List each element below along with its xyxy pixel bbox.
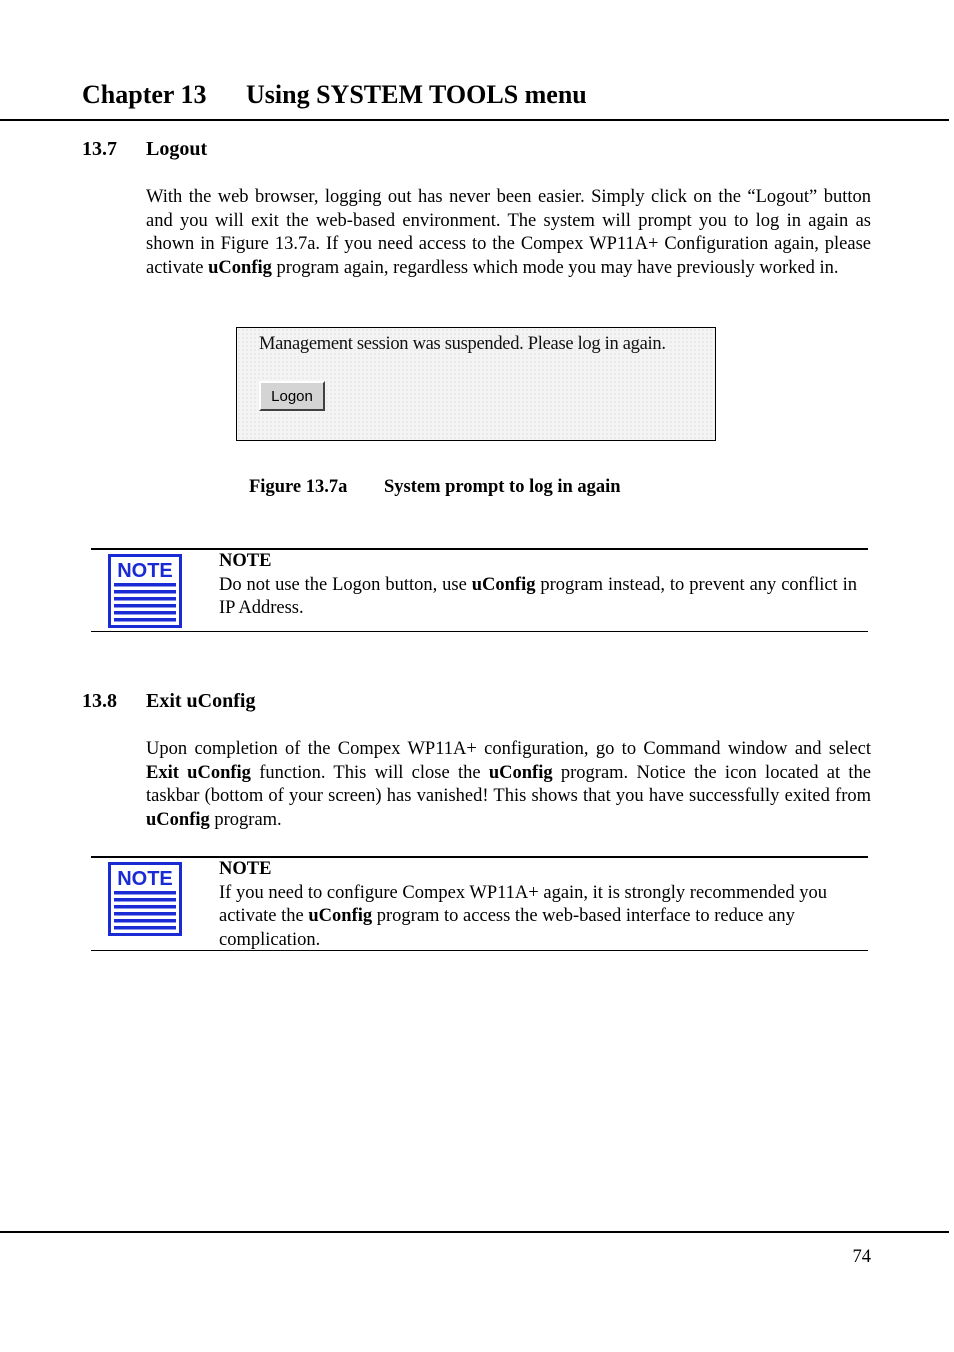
figure-caption: [249, 477, 621, 498]
chapter-heading: [82, 80, 587, 110]
section-number: 13.8: [82, 690, 117, 712]
figure-number: Figure 13.7a: [249, 477, 348, 497]
svg-text:NOTE: NOTE: [117, 868, 173, 890]
note1-text: Do not use the Logon button, use uConfig program instead, to prevent any conflict in IP Address.: [219, 574, 857, 618]
note1-body: [219, 550, 857, 621]
note-icon: [108, 862, 182, 936]
login-prompt-screenshot: [236, 327, 716, 441]
section-title: Logout: [146, 138, 208, 160]
note1-title: NOTE: [219, 551, 272, 571]
footer-divider: [0, 1231, 949, 1233]
note1-bottom-rule: [91, 631, 868, 632]
note-icon: [108, 554, 182, 628]
svg-text:NOTE: NOTE: [117, 560, 173, 582]
section-heading-exit: [82, 690, 255, 713]
note2-body: [219, 858, 857, 952]
chapter-title: Using SYSTEM TOOLS menu: [246, 80, 587, 109]
chapter-number: Chapter 13: [82, 80, 207, 109]
logout-paragraph: With the web browser, logging out has never been easier. Simply click on the “Logout” button and you will exit the web-based environment. The system will prompt you to log in again as shown in Figure 13.7a. If you need access to the Compex WP11A+ Configuration again, please activate uConfig program again, regardless which mode you may have previously worked in.: [146, 187, 871, 278]
section-heading-logout: [82, 138, 207, 161]
note2-text: If you need to configure Compex WP11A+ again, it is strongly recommended you activate the uConfig program to access the web-based interface to reduce any complication.: [219, 882, 827, 950]
section-title: Exit uConfig: [146, 690, 256, 712]
logon-button[interactable]: Logon: [259, 381, 325, 411]
note2-title: NOTE: [219, 859, 272, 879]
exit-paragraph: Upon completion of the Compex WP11A+ configuration, go to Command window and select Exit uConfig function. This will close the uConfig program. Notice the icon located at the taskbar (bottom of your screen) has vanished! This shows that you have successfully exited from uConfig program.: [146, 739, 871, 830]
session-suspended-message: Management session was suspended. Please log in again.: [259, 334, 666, 354]
section-number: 13.7: [82, 138, 117, 160]
figure-caption-text: System prompt to log in again: [384, 477, 621, 497]
note2-bottom-rule: [91, 950, 868, 951]
page-number: 74: [852, 1247, 871, 1267]
header-divider: [0, 119, 949, 121]
